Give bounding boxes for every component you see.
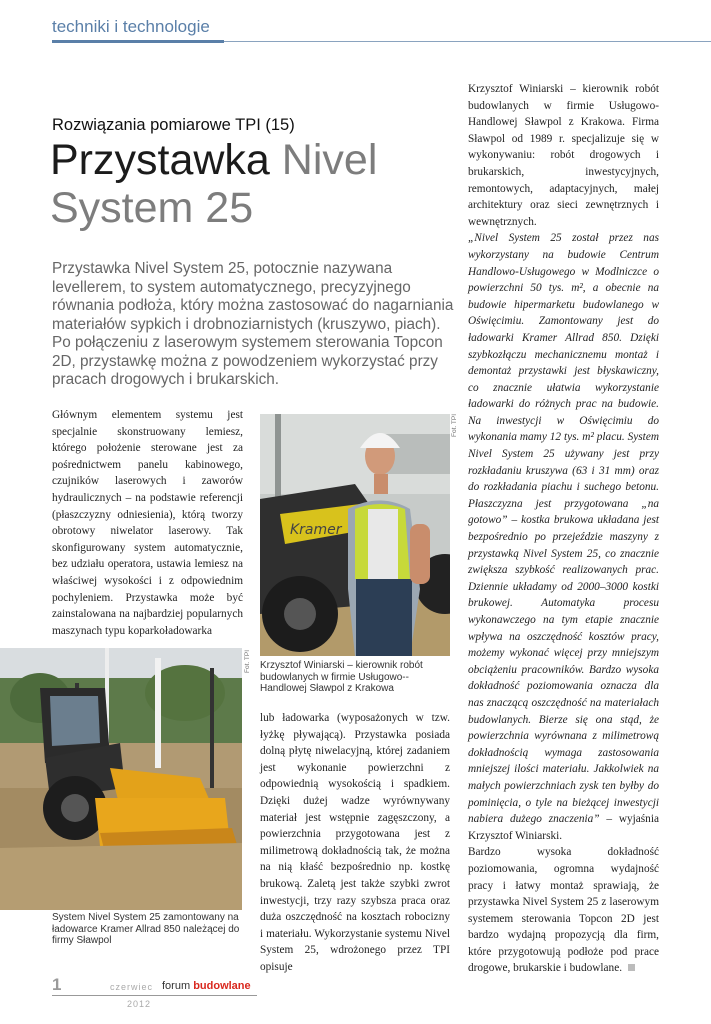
portrait-caption: Krzysztof Winiarski – kierownik robót budowlanych w firmie Usługowo--Handlowej Sławpol z Krakowa xyxy=(260,660,423,695)
issue-year: 2012 xyxy=(127,999,152,1009)
body-paragraph: lub ładowarka (wyposażonych w tzw. łyżkę pływającą). Przystawka posiada dolną płytę niwelacyjną, której zadaniem jest wykonanie powierzchni z odpowiednią wysokością i spadkiem. Dzięki dużej wadze wyrównywany materiał jest wstępnie zagęszczony, a powierzchnia przygotowana jest z milimetrową dokładnością tak, że można na nią kłaść bezpośrednio np. kostkę brukową. Zaletą jest także szybki zwrot inwestycji, trzy razy szybsza praca oraz duża oszczędność na kosztach robocizny i materiału. Wykorzystanie systemu Nivel System 25, wdrożonego przez TPI opisuje xyxy=(260,712,450,973)
title-dark-part: Przystawka xyxy=(50,136,270,184)
article-lead: Przystawka Nivel System 25, potocznie nazywana levellerem, to system automatycznego, precyzyjnego równania podłoża, który można zastosować do nagarniania materiałów sypkich i drobnoziarnistych (kruszywo, piach). Po połączeniu z laserowym systemem sterowania Topcon 2D, przystawkę można z powodzeniem wykorzystać przy pracach drogowych i brukarskich. xyxy=(52,260,454,388)
quote-paragraph xyxy=(468,230,659,844)
issue-month: czerwiec xyxy=(110,982,154,992)
body-paragraph xyxy=(468,844,659,977)
header-accent-rule xyxy=(52,40,224,43)
quote-attribution: – wyjaśnia Krzysztof Winiarski. xyxy=(468,813,659,842)
loader-logo-text: Kramer xyxy=(290,522,342,538)
title-grey-part-1: Nivel xyxy=(281,136,378,184)
interview-quote: „Nivel System 25 został przez nas wykorzystany na budowie Centrum Handlowo-Usługowego w Modlniczce o powierzchni 50 tys. m², a obecnie na budowie hipermarketu budowlanego w Oświęcimiu. Zamontowany jest do ładowarki Kramer Allrad 850. Dzięki szybkozłączu mechanicznemu montaż i demontaż przystawki jest błyskawiczny, co znacznie ułatwia wykorzystanie ładowarki do różnych prac na budowie. Na inwestycji w Oświęcimiu do wykonania mamy 12 tys. m² placu. System Nivel System 25 używany jest przy rozkładaniu kruszywa (63 i 31 mm) oraz do rozkładania piachu i suchego betonu. Płaszczyzna jest przygotowana „na gotowo” – kostka brukowa układana jest bezpośrednio po przejeździe maszyny z przystawką Nivel System 25, co znacznie zwiększa szybkość realizowanych prac. Dziennie układamy od 2000–3000 kostki brukowej. Automatyka procesu wykonawczego na tym etapie znacznie wpływa na oszczędność kosztów pracy, możemy wykonać więcej przy mniejszym obciążeniu pracowników. Bardzo wysoka dokładność poziomowania oznacza dla nas znaczącą oszczędność na materiałach budowlanych. Bierze się ona stąd, że powierzchnia wyrównana z milimetrową dokładnością wymaga zastosowania mniejszej ilości materiału. Jakkolwiek na małych powierzchniach zysk ten byłby do pominięcia, o tyle na bieżącej inwestycji nabiera dużego znaczenia” xyxy=(468,232,659,826)
loader-caption: System Nivel System 25 zamontowany na ładowarce Kramer Allrad 850 należącej do firmy Sławpol xyxy=(52,912,240,947)
magazine-name xyxy=(162,980,251,992)
photo-credit: Fot. TPI xyxy=(451,414,458,437)
portrait-photo xyxy=(260,414,450,656)
body-paragraph: Krzysztof Winiarski – kierownik robót budowlanych w firmie Usługowo-Handlowej Sławpol z Krakowa. Firma Sławpol od 1989 r. specjalizuje się w wykonywaniu: robót drogowych i brukarskich, inwestycyjnych, remontowych, adaptacyjnych, małej architektury oraz sieci zewnętrznych i wewnętrznych. xyxy=(468,83,659,228)
body-column-3 xyxy=(468,81,659,977)
page-number: 1 xyxy=(52,975,62,994)
end-mark-icon xyxy=(628,964,635,971)
title-grey-part-2: System 25 xyxy=(50,184,254,232)
body-column-1 xyxy=(52,407,243,639)
photo-credit: Fot. TPI xyxy=(244,650,251,673)
section-tag: techniki i technologie xyxy=(52,17,210,36)
article-series: Rozwiązania pomiarowe TPI (15) xyxy=(52,116,295,134)
footer-rule xyxy=(52,995,257,996)
loader-photo xyxy=(0,648,242,910)
article-title xyxy=(50,136,470,232)
body-paragraph: Głównym elementem systemu jest specjalnie skonstruowany lemiesz, którego położenie sterowane jest za pośrednictwem panelu kabinowego, czujników laserowych i zaworów hydraulicznych – na podstawie referencji (płaszczyzny odniesienia), którą tworzy obrotowy niwelator laserowy. Tak skonfigurowany system automatycznie, bez udziału operatora, ustawia lemiesz na właściwej wysokości i z odpowiednim pochyleniem. Przystawka może być zainstalowana na najbardziej popularnych maszynach typu koparkoładowarka xyxy=(52,409,243,637)
body-column-2 xyxy=(260,710,450,976)
magazine-prefix: forum xyxy=(162,980,191,992)
magazine-brand: budowlane xyxy=(193,980,251,992)
closing-text: Bardzo wysoka dokładność poziomowania, ogromna wydajność pracy i łatwy montaż sprawiają, że przystawka Nivel System 25 z laserowym systemem sterowania Topcon 2D jest bardzo wydajną propozycją dla firm, które przygotowują podłoże pod prace drogowe, brukarskie i budowlane. xyxy=(468,846,659,975)
